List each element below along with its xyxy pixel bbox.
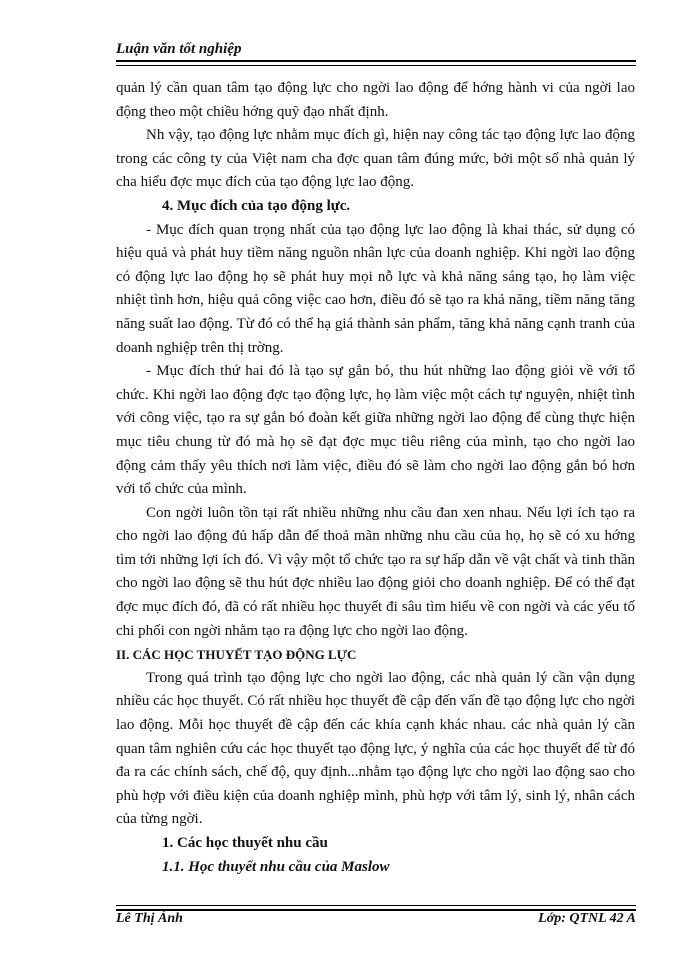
footer-class: Lớp: QTNL 42 A (538, 911, 636, 926)
subsection-heading-1: 1. Các học thuyết nhu cầu (162, 835, 328, 851)
footer-author: Lê Thị Ánh (116, 911, 183, 926)
section-heading-4: 4. Mục đích của tạo động lực. (162, 197, 351, 214)
paragraph: - Mục đích thứ hai đó là tạo sự gắn bó, thu hút những lao động giỏi về với tổ chức. Khi ngời lao động đợc tạo động lực, họ làm việc một cách tự nguyện, nhiệt tình với công việc, tạo ra sự gắn bó đoàn kết giữa những ngời lao động để cùng thực hiện mục tiêu chung từ đó mà họ sẽ đạt đợc mục tiêu riêng của mình, tạo cho ngời lao động cảm thấy yêu thích nơi làm việc, điều đó sẽ làm cho ngời lao động gắn bó hơn với tổ chức của mình. (116, 363, 635, 498)
paragraph: Con ngời luôn tồn tại rất nhiều những nhu cầu đan xen nhau. Nếu lợi ích tạo ra cho ngời lao động đủ hấp dẫn để thoả mãn những nhu cầu của họ, họ sẽ có xu hớng tìm tới những lợi ích đó. Vì vậy một tổ chức tạo ra sự hấp dẫn về vật chất và tinh thần cho ngời lao động sẽ thu hút đợc nhiều lao động giỏi cho doanh nghiệp. Để có thể đạt đợc mục đích đó, đã có rất nhiều học thuyết đi sâu tìm hiểu về con ngời và các yếu tố chi phối con ngời nhằm tạo ra động lực cho ngời lao động. (116, 504, 635, 639)
subsection-heading-1-1: 1.1. Học thuyết nhu cầu của Maslow (162, 858, 390, 875)
paragraph: Nh vậy, tạo động lực nhằm mục đích gì, hiện nay công tác tạo động lực lao động trong các công ty của Việt nam cha đợc quan tâm đúng mức, bởi một số nhà quản lý cha hiểu đợc mục đích của tạo động lực lao động. (116, 127, 635, 191)
paragraph: Trong quá trình tạo động lực cho ngời lao động, các nhà quản lý cần vận dụng nhiều các học thuyết. Có rất nhiều học thuyết đề cập đến vấn đề tạo động lực cho ngời lao động. Mỗi học thuyết đề cập đến các khía cạnh khác nhau. các nhà quản lý cần quan tâm nghiên cứu các học thuyết tạo động lực, ý nghĩa của các học thuyết để từ đó đa ra các chính sách, chế độ, quy định...nhằm tạo động lực cho ngời lao động sao cho phù hợp với điều kiện của doanh nghiệp mình, phù hợp với tâm lý, sinh lý, nhân cách của từng ngời. (116, 669, 635, 828)
paragraph-continuation: quản lý cần quan tâm tạo động lực cho ngời lao động để hớng hành vi của ngời lao động theo một chiều hớng quỹ đạo nhất định. (116, 80, 635, 120)
header-rule (116, 60, 636, 62)
chapter-heading-ii: II. CÁC HỌC THUYẾT TẠO ĐỘNG LỰC (116, 647, 357, 663)
page-body (116, 77, 635, 879)
header-title: Luận văn tốt nghiệp (116, 41, 242, 57)
footer-rule-thin (116, 905, 636, 906)
header-rule-thin (116, 65, 636, 66)
paragraph: - Mục đích quan trọng nhất của tạo động lực lao động là khai thác, sử dụng có hiệu quả và phát huy tiềm năng nguồn nhân lực của doanh nghiệp. Khi ngời lao động có động lực lao động họ sẽ phát huy mọi nỗ lực và khả năng sáng tạo, họ làm việc nhiệt tình hơn, hiệu quả công việc cao hơn, điều đó sẽ tạo ra khả năng, tiềm năng tăng năng suất lao động. Từ đó có thể hạ giá thành sản phẩm, tăng khả năng cạnh tranh của doanh nghiệp trên thị trờng. (116, 221, 635, 356)
